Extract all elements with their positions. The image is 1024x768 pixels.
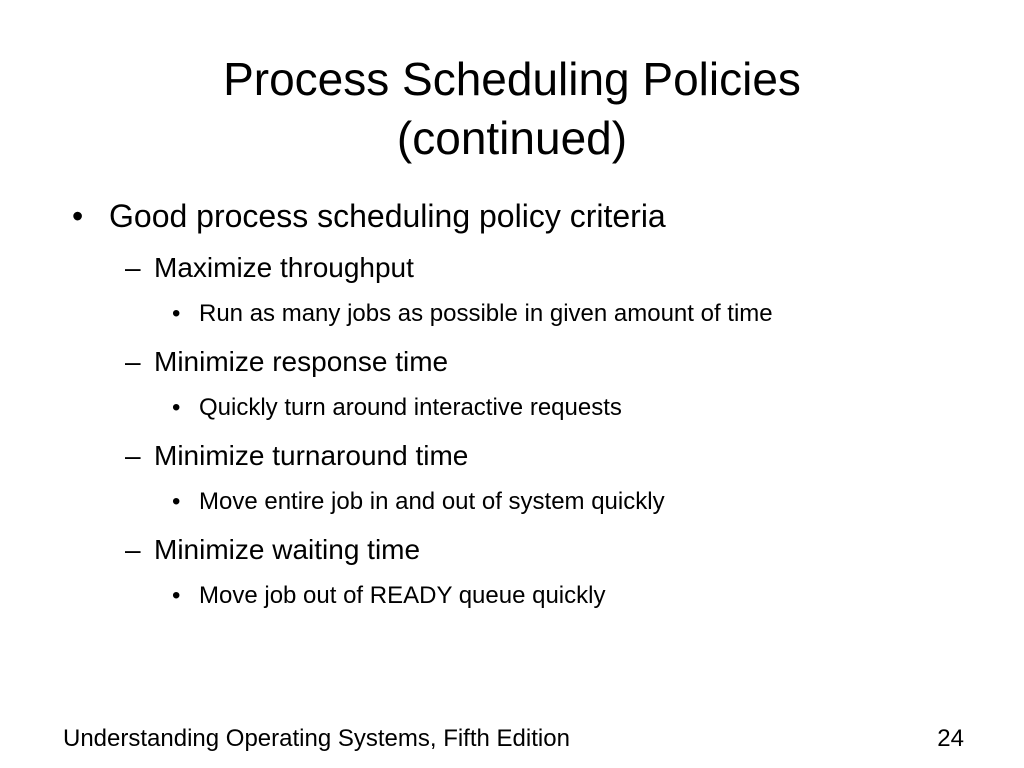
dash-marker: – — [125, 534, 141, 565]
footer-book-title: Understanding Operating Systems, Fifth Edition — [63, 725, 570, 752]
sub-bullet — [125, 533, 420, 567]
sub-bullet — [125, 345, 448, 379]
sub-sub-bullet — [172, 299, 773, 329]
sub-bullet-text: Minimize turnaround time — [154, 440, 469, 471]
dash-marker: – — [125, 252, 141, 283]
slide-title-line-2: (continued) — [396, 112, 628, 164]
sub-bullet-text: Maximize throughput — [154, 252, 414, 283]
bullet-marker: • — [172, 300, 181, 327]
sub-bullet — [125, 439, 468, 473]
sub-bullet — [125, 251, 414, 285]
sub-bullet-text: Minimize response time — [154, 346, 449, 377]
sub-sub-bullet — [172, 393, 622, 423]
sub-sub-bullet-text: Move entire job in and out of system quickly — [199, 488, 665, 515]
bullet-marker: • — [172, 488, 181, 515]
sub-sub-bullet-text: Quickly turn around interactive requests — [199, 394, 622, 421]
dash-marker: – — [125, 440, 141, 471]
page-number: 24 — [937, 725, 964, 752]
sub-sub-bullet — [172, 487, 665, 517]
sub-sub-bullet-text: Run as many jobs as possible in given amount of time — [199, 300, 773, 327]
bullet-marker: • — [172, 394, 181, 421]
bullet-marker: • — [172, 582, 181, 609]
sub-sub-bullet — [172, 581, 605, 611]
sub-bullet-text: Minimize waiting time — [154, 534, 421, 565]
dash-marker: – — [125, 346, 141, 377]
slide-title-line-1: Process Scheduling Policies — [223, 53, 801, 105]
bullet-main — [72, 197, 666, 235]
bullet-main-text: Good process scheduling policy criteria — [109, 198, 666, 234]
sub-sub-bullet-text: Move job out of READY queue quickly — [199, 582, 606, 609]
bullet-marker: • — [72, 198, 84, 234]
